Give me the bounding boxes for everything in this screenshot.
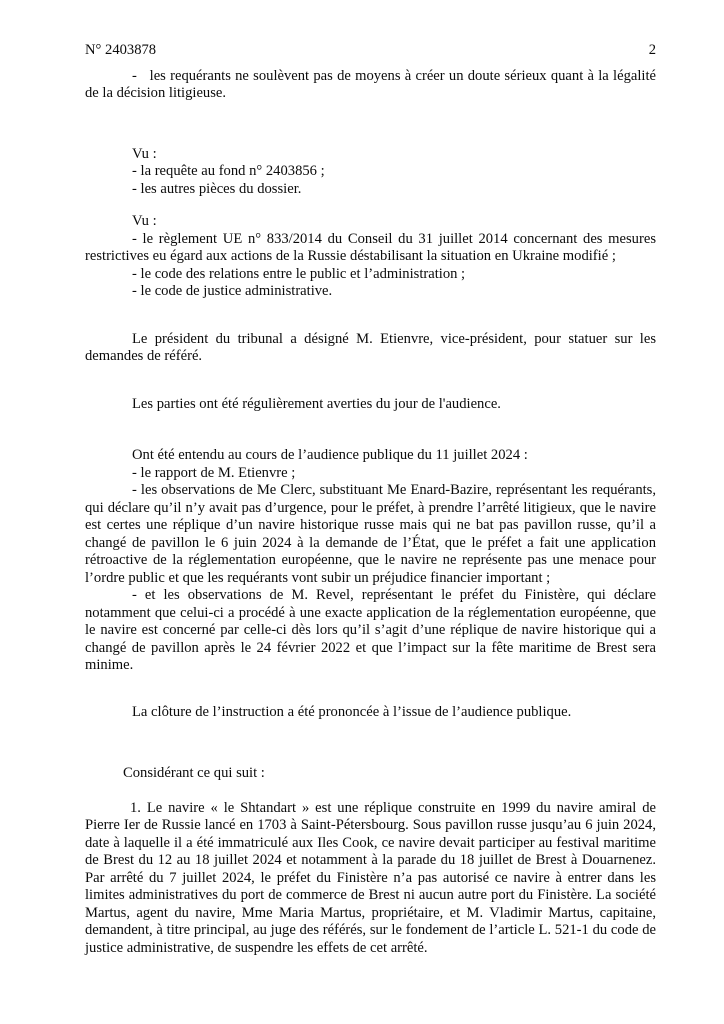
paragraph-1-navire-shtandart: 1. Le navire « le Shtandart » est une réplique construite en 1999 du navire amiral de Pierre Ier de Russie lancé en 1703 à Saint-Pétersbourg. Sous pavillon russe jusqu’au 6 juin 2024, date à laquelle il a été immatriculé aux Iles Cook, ce navire devait participer au festival maritime de Brest du 12 au 18 juillet 2024 et notamment à la parade du 18 juillet de Brest à Douarnenez. Par arrêté du 7 juillet 2024, le préfet du Finistère n’a pas autorisé ce navire à entrer dans les limites administratives du port de commerce de Brest ni aucun autre port du Finistère. La société Martus, agent du navire, Mme Maria Martus, propriétaire, et M. Vladimir Martus, capitaine, demandent, à titre principal, au juge des référés, sur le fondement de l’article L. 521-1 du code de justice administrative, de suspendre les effets de cet arrêté.	[85, 799, 656, 956]
paragraph-parties-averties: Les parties ont été régulièrement averties du jour de l'audience.	[132, 395, 501, 412]
visa-item-requete-fond: - la requête au fond n° 2403856 ;	[132, 163, 325, 179]
visa-item-reglement-ue: - le règlement UE n° 833/2014 du Conseil du 31 juillet 2014 concernant des mesures restrictives eu égard aux actions de la Russie déstabilisant la situation en Ukraine modifié ;	[85, 230, 656, 264]
visa-heading-1: Vu :	[132, 145, 157, 162]
paragraph-cloture-instruction: La clôture de l’instruction a été prononcée à l’issue de l’audience publique.	[132, 703, 572, 720]
page-number: 2	[648, 42, 656, 58]
visa-item-autres-pieces: - les autres pièces du dossier.	[132, 180, 302, 197]
audience-item-rapport: - le rapport de M. Etienvre ;	[132, 464, 296, 481]
considerant-heading: Considérant ce qui suit :	[123, 765, 265, 781]
case-number: N° 2403878	[85, 42, 157, 58]
visa-item-code-justice: - le code de justice administrative.	[132, 283, 333, 299]
audience-item-observations-revel: - et les observations de M. Revel, représentant le préfet du Finistère, qui déclare notamment que celui-ci a procédé à une exacte application de la réglementation européenne, que le navire est concerné par celle-ci dès lors qu’il s’agit d’une réplique de navire historique qui a changé de pavillon après le 24 février 2022 et que l’impact sur la fête maritime de Brest sera minime.	[85, 587, 656, 673]
audience-item-observations-clerc: - les observations de Me Clerc, substituant Me Enard-Bazire, représentant les requérants, qui déclare qu’il n’y avait pas d’urgence, pour le préfet, à prendre l’arrêté litigieux, que le navire est certes une réplique d’un navire historique russe mais qui ne bat pas pavillon russe, qu’il a changé de pavillon le 6 juin 2024 à la demande de l’État, que le préfet a fait une application rétroactive de la réglementation européenne, que le navire ne représente pas une menace pour l’ordre public et que les requérants vont subir un préjudice financier important ;	[85, 482, 656, 586]
visa-heading-2: Vu :	[132, 213, 157, 229]
paragraph-president-designation: Le président du tribunal a désigné M. Etienvre, vice-président, pour statuer sur les demandes de référé.	[85, 330, 656, 364]
visa-item-code-relations: - le code des relations entre le public et l’administration ;	[132, 265, 466, 282]
paragraph-audience-intro: Ont été entendu au cours de l’audience publique du 11 juillet 2024 :	[132, 447, 528, 463]
paragraph-no-serious-doubt: - les requérants ne soulèvent pas de moyens à créer un doute sérieux quant à la légalité de la décision litigieuse.	[85, 67, 656, 101]
page-header	[85, 42, 656, 60]
